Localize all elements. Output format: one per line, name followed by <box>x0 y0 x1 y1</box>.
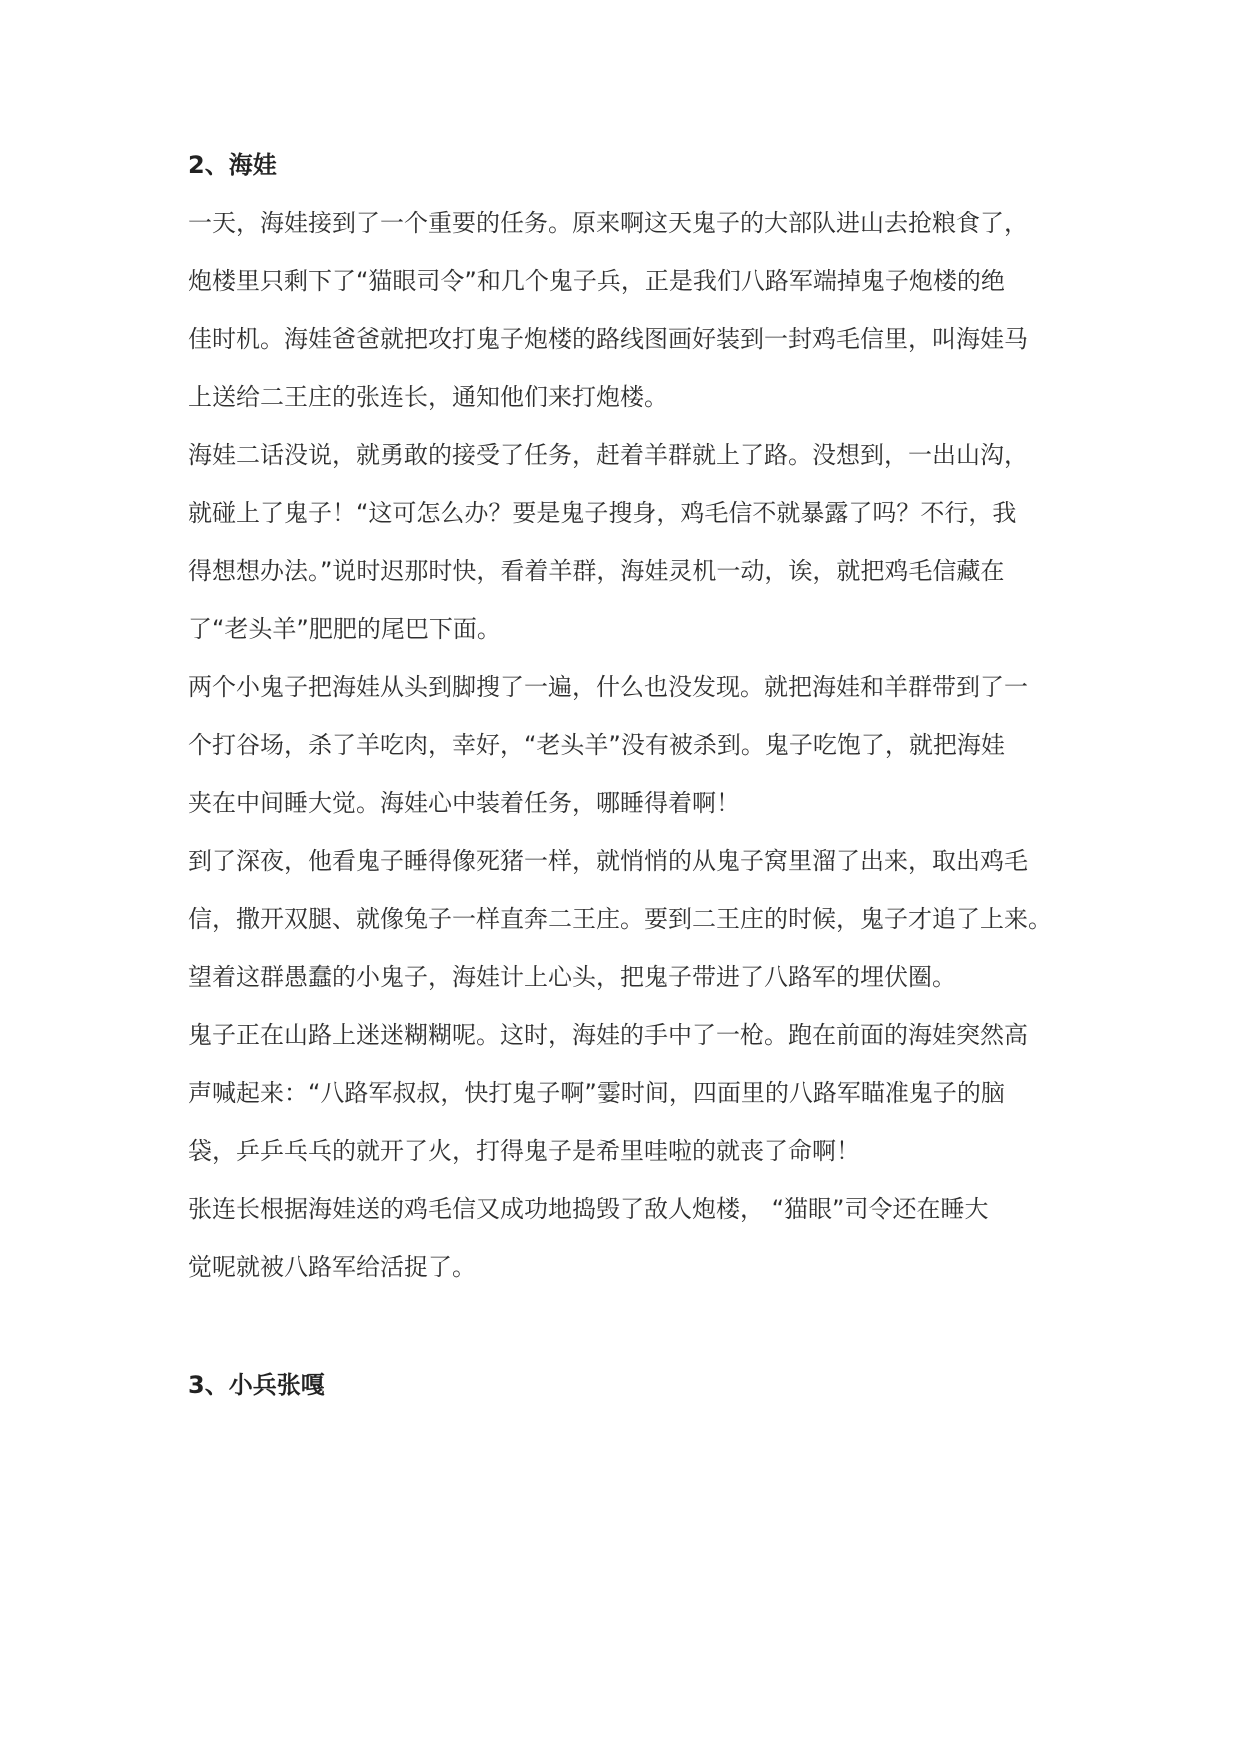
text-line: 鬼子正在山路上迷迷糊糊呢。这时，海娃的手中了一枪。跑在前面的海娃突然高 <box>188 1021 1028 1049</box>
text-line: 两个小鬼子把海娃从头到脚搜了一遍，什么也没发现。就把海娃和羊群带到了一 <box>188 673 1028 701</box>
text-line: 个打谷场，杀了羊吃肉，幸好，“老头羊”没有被杀到。鬼子吃饱了，就把海娃 <box>188 731 1005 759</box>
text-line: 夹在中间睡大觉。海娃心中装着任务，哪睡得着啊！ <box>188 789 740 817</box>
text-line: 上送给二王庄的张连长，通知他们来打炮楼。 <box>188 383 668 411</box>
text-line: 望着这群愚蠢的小鬼子，海娃计上心头，把鬼子带进了八路军的埋伏圈。 <box>188 963 956 991</box>
section-heading: 3、小兵张嘎 <box>188 1371 325 1399</box>
text-line: 佳时机。海娃爸爸就把攻打鬼子炮楼的路线图画好装到一封鸡毛信里，叫海娃马 <box>188 325 1028 353</box>
text-line: 得想想办法。”说时迟那时快，看着羊群，海娃灵机一动，诶，就把鸡毛信藏在 <box>188 557 1005 585</box>
text-line: 炮楼里只剩下了“猫眼司令”和几个鬼子兵，正是我们八路军端掉鬼子炮楼的绝 <box>188 267 1005 295</box>
section-heading: 2、海娃 <box>188 151 277 179</box>
text-line: 到了深夜，他看鬼子睡得像死猪一样，就悄悄的从鬼子窝里溜了出来，取出鸡毛 <box>188 847 1028 875</box>
text-line: 声喊起来：“八路军叔叔，快打鬼子啊”霎时间，四面里的八路军瞄准鬼子的脑 <box>188 1079 1005 1107</box>
text-line: 了“老头羊”肥肥的尾巴下面。 <box>188 615 501 643</box>
text-line: 一天，海娃接到了一个重要的任务。原来啊这天鬼子的大部队进山去抢粮食了， <box>188 209 1028 237</box>
text-line: 海娃二话没说，就勇敢的接受了任务，赶着羊群就上了路。没想到，一出山沟， <box>188 441 1028 469</box>
text-line: 袋，乒乒乓乓的就开了火，打得鬼子是希里哇啦的就丧了命啊！ <box>188 1137 860 1165</box>
text-line: 就碰上了鬼子！“这可怎么办？要是鬼子搜身，鸡毛信不就暴露了吗？不行，我 <box>188 499 1017 527</box>
text-line: 张连长根据海娃送的鸡毛信又成功地捣毁了敌人炮楼， “猫眼”司令还在睡大 <box>188 1195 989 1223</box>
text-line: 信，撒开双腿、就像兔子一样直奔二王庄。要到二王庄的时候，鬼子才追了上来。 <box>188 905 1052 933</box>
text-line: 觉呢就被八路军给活捉了。 <box>188 1253 476 1281</box>
